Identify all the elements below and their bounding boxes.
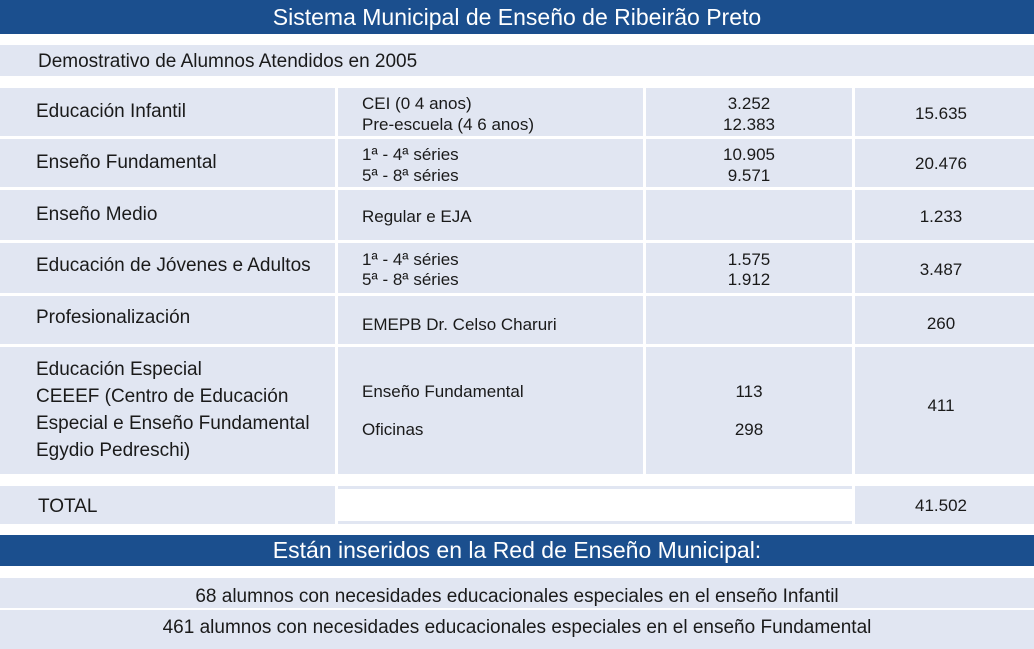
row-value: 3.252 — [727, 94, 771, 113]
row-value: 12.383 — [723, 115, 775, 134]
row-item: Regular e EJA — [362, 207, 472, 226]
row-divider — [0, 187, 1034, 190]
footer-banner — [0, 535, 1034, 566]
footer-note — [0, 610, 1034, 649]
row-category: CEEEF (Centro de Educación — [36, 386, 289, 407]
footer-line: 68 alumnos con necesidades educacionales especiales en el enseño Infantil — [195, 586, 839, 607]
footer-line: 461 alumnos con necesidades educacionales especiales en el enseño Fundamental — [162, 617, 872, 638]
row-category: Educación Especial — [36, 359, 202, 380]
row-value: 298 — [734, 420, 764, 439]
row-item: 1ª - 4ª séries — [362, 145, 459, 164]
row-item: 5ª - 8ª séries — [362, 270, 459, 289]
row-divider — [0, 344, 1034, 347]
row-category: Enseño Medio — [36, 204, 158, 225]
row-value: 1.575 — [727, 250, 771, 269]
row-divider — [0, 240, 1034, 243]
row-item: CEI (0 4 anos) — [362, 94, 472, 113]
row-item: Oficinas — [362, 420, 424, 439]
header-banner — [0, 0, 1034, 34]
row-category: Especial e Enseño Fundamental — [36, 413, 310, 434]
total-value: 41.502 — [915, 496, 967, 515]
total-label: TOTAL — [38, 496, 98, 517]
subtitle-bar — [0, 45, 1034, 76]
row-value: 10.905 — [723, 145, 775, 164]
row-divider — [0, 136, 1034, 139]
row-divider — [0, 293, 1034, 296]
row-item: 5ª - 8ª séries — [362, 166, 459, 185]
row-item: 1ª - 4ª séries — [362, 250, 459, 269]
row-value: 113 — [735, 382, 763, 401]
row-total: 15.635 — [915, 104, 967, 123]
row-category: Enseño Fundamental — [36, 152, 217, 173]
footer-title: Están inseridos en la Red de Enseño Municipal: — [272, 537, 762, 563]
row-category: Profesionalización — [36, 307, 191, 328]
row-value: 1.912 — [727, 270, 771, 289]
row-item: Enseño Fundamental — [362, 382, 524, 401]
header-title: Sistema Municipal de Enseño de Ribeirão Preto — [272, 4, 762, 30]
footer-note — [0, 578, 1034, 608]
column-divider — [335, 88, 338, 474]
column-divider — [852, 88, 855, 474]
total-cell-blank — [338, 489, 852, 521]
row-total: 411 — [927, 396, 955, 415]
row-item: Pre-escuela (4 6 anos) — [362, 115, 534, 134]
row-item: EMEPB Dr. Celso Charuri — [362, 315, 557, 334]
row-category: Egydio Pedreschi) — [36, 440, 191, 461]
row-category: Educación de Jóvenes e Adultos — [36, 255, 311, 276]
row-total: 3.487 — [919, 260, 963, 279]
row-total: 1.233 — [919, 207, 963, 226]
row-total: 20.476 — [915, 154, 967, 173]
subtitle-text: Demostrativo de Alumnos Atendidos en 2005 — [38, 51, 418, 72]
row-category: Educación Infantil — [36, 101, 186, 122]
row-total: 260 — [926, 314, 956, 333]
row-value: 9.571 — [727, 166, 771, 185]
